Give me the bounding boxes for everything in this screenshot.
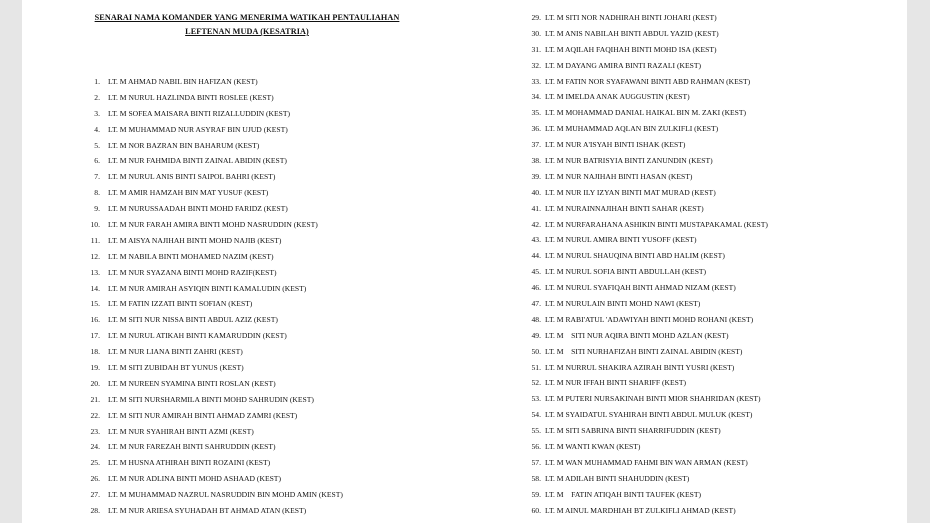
list-item [78,74,258,90]
list-item [78,455,271,471]
item-name: LT. M MUHAMMAD NAZRUL NASRUDDIN BIN MOHD AMIN (KEST) [108,490,343,500]
item-name: LT. M NURAINNAJIHAH BINTI SAHAR (KEST) [545,203,704,213]
item-name: LT. M SITI NUR AQIRA BINTI MOHD AZLAN (KEST) [545,330,729,340]
item-number: 54. [531,410,541,420]
item-number: 33. [531,76,541,86]
item-name: LT. M MOHAMMAD DANIAL HAIKAL BIN M. ZAKI (KEST) [545,108,747,118]
list-item [78,392,314,408]
item-name: LT. M NUR AMIRAH ASYIQIN BINTI KAMALUDIN (KEST) [108,283,307,293]
list-item [519,407,753,423]
item-name: LT. M NUR FARAH AMIRA BINTI MOHD NASRUDDIN (KEST) [108,220,318,230]
item-name: LT. M AHMAD NABIL BIN HAFIZAN (KEST) [108,77,258,86]
item-number: 19. [90,363,100,373]
item-number: 7. [94,172,100,182]
item-number: 58. [531,473,541,483]
list-item [519,121,719,137]
item-number: 14. [90,283,100,293]
item-name: LT. M DAYANG AMIRA BINTI RAZALI (KEST) [545,60,702,70]
item-number: 31. [531,44,541,54]
item-name: LT. M SITI ZUBIDAH BT YUNUS (KEST) [108,363,244,373]
item-number: 25. [90,458,100,468]
item-number: 37. [531,140,541,150]
item-number: 48. [531,314,541,324]
list-item [78,217,318,233]
item-name: LT. M NURFARAHANA ASHIKIN BINTI MUSTAPAKAMAL (KEST) [545,219,768,229]
item-name: LT. M NUR FAHMIDA BINTI ZAINAL ABIDIN (KEST) [108,156,287,166]
item-name: LT. M NURUSSAADAH BINTI MOHD FARIDZ (KEST) [108,204,288,214]
document-page [22,0,907,523]
list-item [519,455,748,471]
item-name: LT. M IMELDA ANAK AUGGUSTIN (KEST) [545,92,690,102]
item-name: LT. M RABI'ATUL 'ADAWIYAH BINTI MOHD ROHANI (KEST) [545,314,754,324]
list-item [78,281,307,297]
list-item [519,74,751,90]
list-item [78,487,343,503]
item-number: 59. [531,489,541,499]
item-number: 45. [531,267,541,277]
list-item [78,249,274,265]
item-number: 26. [90,474,100,484]
item-name: LT. M NURUL ATIKAH BINTI KAMARUDDIN (KEST) [108,331,287,341]
item-number: 30. [531,28,541,38]
list-item [519,137,686,153]
list-item [519,280,736,296]
item-name: LT. M NURUL SOFIA BINTI ABDULLAH (KEST) [545,267,707,277]
item-name: LT. M NUR FAREZAH BINTI SAHRUDDIN (KEST) [108,442,276,452]
item-name: LT. M NURUL HAZLINDA BINTI ROSLEE (KEST) [108,92,274,102]
list-item [519,471,690,487]
item-number: 38. [531,156,541,166]
list-item [78,185,269,201]
item-number: 10. [90,220,100,230]
item-number: 39. [531,171,541,181]
item-number: 56. [531,442,541,452]
item-name: LT. M FATIN IZZATI BINTI SOFIAN (KEST) [108,299,253,309]
item-name: LT. M NURUL SYAFIQAH BINTI AHMAD NIZAM (KEST) [545,283,736,293]
item-number: 17. [90,331,100,341]
item-number: 27. [90,490,100,500]
item-name: LT. M AMIR HAMZAH BIN MAT YUSUF (KEST) [108,188,269,198]
item-name: LT. M NURUL SHAUQINA BINTI ABD HALIM (KEST) [545,251,725,261]
item-name: LT. M NUR ILY IZYAN BINTI MAT MURAD (KEST) [545,187,716,197]
item-number: 28. [90,506,100,516]
item-name: LT. M NURUL AMIRA BINTI YUSOFF (KEST) [545,235,697,245]
list-item [78,376,276,392]
item-name: LT. M PUTERI NURSAKINAH BINTI MIOR SHAHRIDAN (KEST) [545,394,761,404]
list-item [519,169,693,185]
item-name: LT. M FATIN NOR SYAFAWANI BINTI ABD RAHMAN (KEST) [545,76,751,86]
list-item [78,265,277,281]
list-item [519,89,690,105]
item-name: LT. M NABILA BINTI MOHAMED NAZIM (KEST) [108,251,274,261]
list-item [519,312,754,328]
item-number: 3. [94,108,100,118]
item-number: 12. [90,251,100,261]
list-item [78,296,253,312]
item-name: LT. M FATIN ATIQAH BINTI TAUFEK (KEST) [545,489,702,499]
item-name: LT. M NUR IFFAH BINTI SHARIFF (KEST) [545,378,686,388]
list-item [78,122,288,138]
item-number: 29. [531,13,541,22]
list-item [78,106,291,122]
document-subtitle: LEFTENAN MUDA (KESATRIA) [185,27,309,36]
list-item [519,185,716,201]
item-name: LT. M NUR ADLINA BINTI MOHD ASHAAD (KEST) [108,474,281,484]
list-item [78,360,244,376]
item-number: 9. [94,204,100,214]
list-item [519,391,761,407]
item-name: LT. M NUR SYAHIRAH BINTI AZMI (KEST) [108,426,254,436]
item-number: 8. [94,188,100,198]
item-number: 44. [531,251,541,261]
item-name: LT. M ADILAH BINTI SHAHUDDIN (KEST) [545,473,690,483]
name-list-right [519,10,768,519]
list-item [519,217,768,233]
list-item [519,423,721,439]
item-number: 51. [531,362,541,372]
item-number: 52. [531,378,541,388]
list-item [78,503,307,519]
item-name: LT. M MUHAMMAD AQLAN BIN ZULKIFLI (KEST) [545,124,719,134]
item-name: LT. M NURULAIN BINTI MOHD NAWI (KEST) [545,299,701,309]
item-number: 49. [531,330,541,340]
item-number: 15. [90,299,100,309]
list-item [519,10,717,26]
item-number: 2. [94,92,100,102]
item-number: 6. [94,156,100,166]
list-item [78,153,287,169]
item-number: 41. [531,203,541,213]
item-number: 36. [531,124,541,134]
item-number: 50. [531,346,541,356]
item-number: 20. [90,378,100,388]
list-item [78,169,276,185]
list-item [78,138,260,154]
item-number: 60. [531,505,541,515]
item-name: LT. M SITI NOR NADHIRAH BINTI JOHARI (KEST) [545,13,717,22]
item-number: 21. [90,394,100,404]
list-item [78,90,274,106]
list-item [519,58,702,74]
list-item [519,375,686,391]
item-name: LT. M AISYA NAJIHAH BINTI MOHD NAJIB (KEST) [108,235,282,245]
list-item [519,360,735,376]
item-number: 18. [90,347,100,357]
document-title: SENARAI NAMA KOMANDER YANG MENERIMA WATIKAH PENTAULIAHAN [94,13,400,22]
list-item [78,201,288,217]
list-item [519,296,701,312]
item-name: LT. M SOFEA MAISARA BINTI RIZALLUDDIN (KEST) [108,108,291,118]
item-number: 22. [90,410,100,420]
item-number: 40. [531,187,541,197]
name-list-left [78,74,343,519]
item-number: 34. [531,92,541,102]
item-name: LT. M NUR NAJIHAH BINTI HASAN (KEST) [545,171,693,181]
list-item [78,233,282,249]
item-name: LT. M WAN MUHAMMAD FAHMI BIN WAN ARMAN (KEST) [545,457,748,467]
item-number: 24. [90,442,100,452]
item-number: 11. [90,235,100,245]
item-name: LT. M NURRUL SHAKIRA AZIRAH BINTI YUSRI (KEST) [545,362,735,372]
item-number: 43. [531,235,541,245]
item-number: 47. [531,299,541,309]
item-name: LT. M NUR SYAZANA BINTI MOHD RAZIF(KEST) [108,267,277,277]
list-item [519,439,641,455]
list-item [519,42,717,58]
item-name: LT. M NUR BATRISYIA BINTI ZANUNDIN (KEST) [545,156,713,166]
list-item [519,232,697,248]
list-item [78,312,278,328]
item-number: 23. [90,426,100,436]
item-number: 35. [531,108,541,118]
item-number: 5. [94,140,100,150]
item-name: LT. M SYAIDATUL SYAHIRAH BINTI ABDUL MULUK (KEST) [545,410,753,420]
item-number: 53. [531,394,541,404]
item-name: LT. M NUR A'ISYAH BINTI ISHAK (KEST) [545,140,686,150]
item-name: LT. M NUREEN SYAMINA BINTI ROSLAN (KEST) [108,378,276,388]
list-item [519,105,747,121]
item-number: 57. [531,457,541,467]
item-name: LT. M MUHAMMAD NUR ASYRAF BIN UJUD (KEST) [108,124,288,134]
list-item [78,328,287,344]
item-name: LT. M SITI SABRINA BINTI SHARRIFUDDIN (KEST) [545,426,721,436]
item-name: LT. M AQILAH FAQIHAH BINTI MOHD ISA (KEST) [545,44,717,54]
list-item [78,439,276,455]
item-name: LT. M SITI NURSHARMILA BINTI MOHD SAHRUDIN (KEST) [108,394,314,404]
item-name: LT. M NUR ARIESA SYUHADAH BT AHMAD ATAN (KEST) [108,506,307,516]
item-number: 46. [531,283,541,293]
list-item [78,408,298,424]
item-name: LT. M NUR LIANA BINTI ZAHRI (KEST) [108,347,243,357]
item-name: LT. M NOR BAZRAN BIN BAHARUM (KEST) [108,140,260,150]
list-item [78,471,281,487]
list-item [519,201,704,217]
item-name: LT. M SITI NUR AMIRAH BINTI AHMAD ZAMRI (KEST) [108,410,298,420]
item-name: LT. M NURUL ANIS BINTI SAIPOL BAHRI (KEST) [108,172,276,182]
list-item [519,248,725,264]
item-number: 16. [90,315,100,325]
list-item [519,26,719,42]
item-name: LT. M WANTI KWAN (KEST) [545,442,641,452]
item-name: LT. M HUSNA ATHIRAH BINTI ROZAINI (KEST) [108,458,271,468]
item-number: 13. [90,267,100,277]
item-number: 42. [531,219,541,229]
item-name: LT. M SITI NURHAFIZAH BINTI ZAINAL ABIDIN (KEST) [545,346,743,356]
item-name: LT. M AINUL MARDHIAH BT ZULKIFLI AHMAD (KEST) [545,505,736,515]
list-item [78,424,254,440]
list-item [519,503,736,519]
list-item [519,487,702,503]
list-item [519,264,707,280]
list-item [519,328,729,344]
item-number: 32. [531,60,541,70]
list-item [519,344,743,360]
list-item [78,344,243,360]
item-name: LT. M SITI NUR NISSA BINTI ABDUL AZIZ (KEST) [108,315,278,325]
item-name: LT. M ANIS NABILAH BINTI ABDUL YAZID (KEST) [545,28,719,38]
item-number: 55. [531,426,541,436]
item-number: 4. [94,124,100,134]
list-item [519,153,713,169]
item-number: 1. [94,77,100,86]
